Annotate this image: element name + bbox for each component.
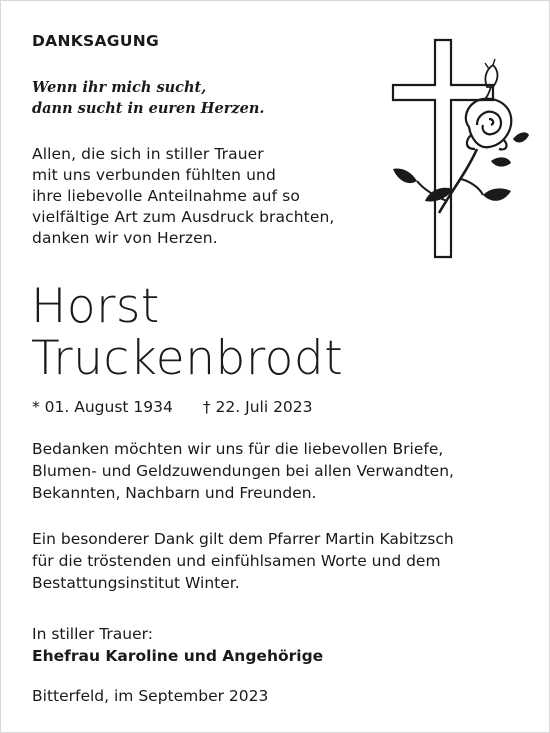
last-name: Truckenbrodt — [31, 331, 344, 386]
intro-line: vielfältige Art zum Ausdruck brachten, — [32, 208, 335, 226]
first-name: Horst — [31, 279, 160, 334]
paragraph-line: Bedanken möchten wir uns für die liebevollen Briefe, — [32, 440, 444, 458]
paragraph-line: Blumen- und Geldzuwendungen bei allen Verwandten, — [32, 462, 454, 480]
thanks-paragraph — [32, 438, 454, 504]
signoff-family: Ehefrau Karoline und Angehörige — [32, 647, 324, 665]
intro-line: Allen, die sich in stiller Trauer — [32, 145, 264, 163]
life-dates — [32, 398, 313, 416]
paragraph-line: Ein besonderer Dank gilt dem Pfarrer Martin Kabitzsch — [32, 530, 454, 548]
signoff — [32, 623, 323, 667]
intro-line: danken wir von Herzen. — [32, 229, 218, 247]
paragraph-line: für die tröstenden und einfühlsamen Worte und dem — [32, 552, 441, 570]
intro-line: mit uns verbunden fühlten und — [32, 166, 276, 184]
special-thanks-paragraph — [32, 528, 454, 594]
birth-date: * 01. August 1934 — [32, 398, 173, 416]
paragraph-line: Bekannten, Nachbarn und Freunden. — [32, 484, 317, 502]
deceased-name — [31, 281, 343, 385]
cross-with-rose-icon — [391, 31, 531, 266]
motto-quote — [32, 77, 264, 119]
place-and-date: Bitterfeld, im September 2023 — [32, 687, 269, 705]
intro-line: ihre liebevolle Anteilnahme auf so — [32, 187, 300, 205]
intro-text — [32, 144, 334, 249]
notice-heading: DANKSAGUNG — [32, 32, 160, 50]
death-date: † 22. Juli 2023 — [202, 398, 313, 416]
signoff-intro: In stiller Trauer: — [32, 625, 153, 643]
motto-line: Wenn ihr mich sucht, — [32, 79, 207, 96]
motto-line: dann sucht in euren Herzen. — [32, 100, 265, 117]
paragraph-line: Bestattungsinstitut Winter. — [32, 574, 240, 592]
